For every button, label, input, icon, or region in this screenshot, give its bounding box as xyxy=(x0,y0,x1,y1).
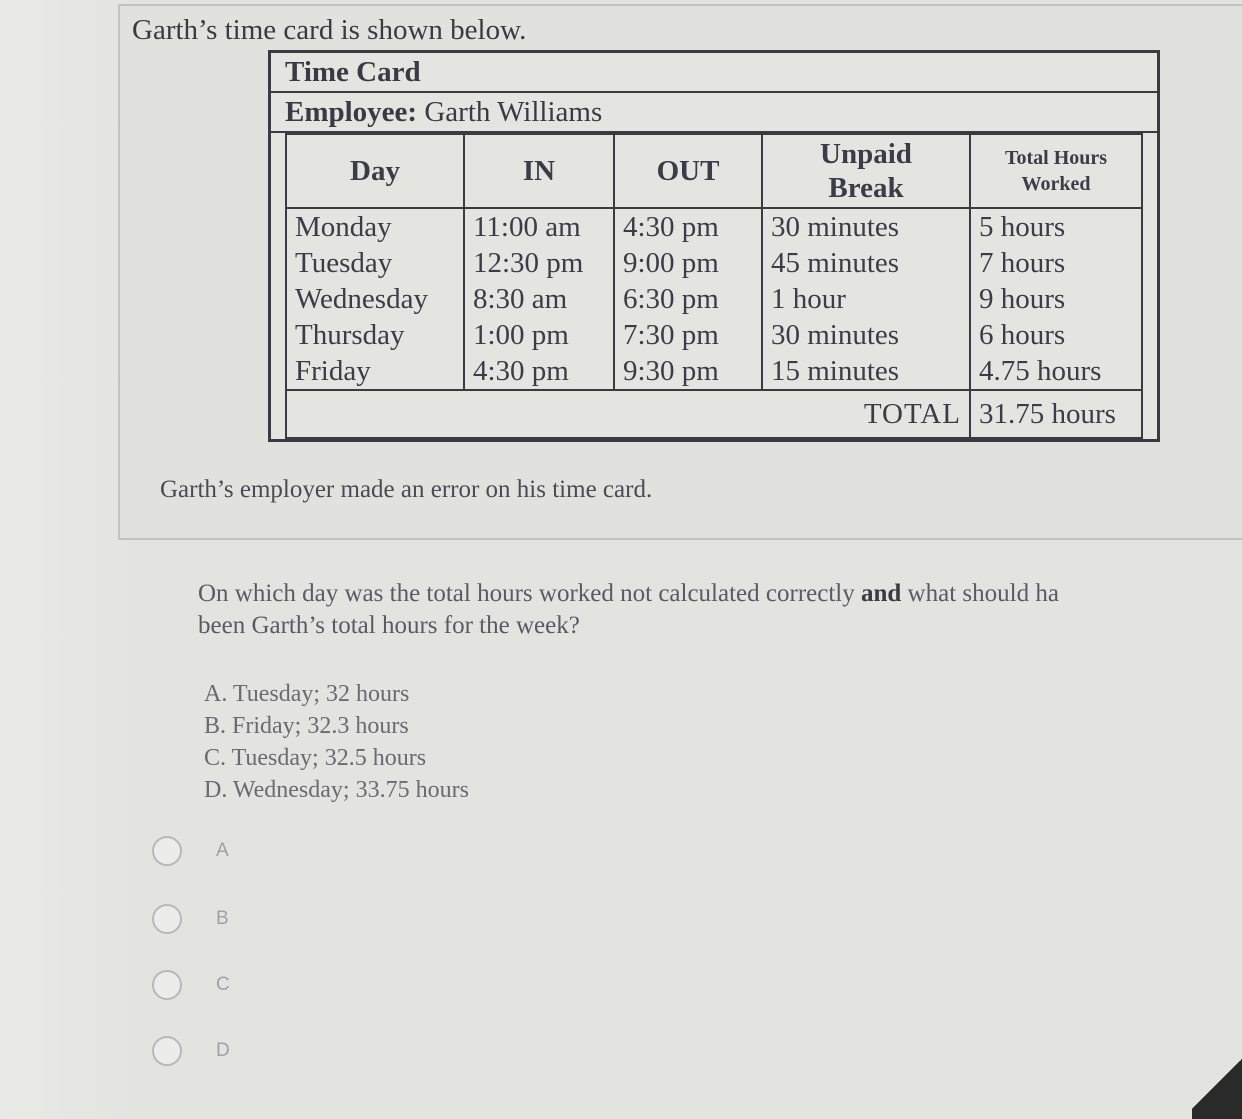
cell-break: 45 minutes xyxy=(762,245,970,281)
answer-option-b[interactable] xyxy=(152,904,272,940)
employee-name: Garth Williams xyxy=(424,96,603,128)
cell-out: 6:30 pm xyxy=(614,281,762,317)
total-value: 31.75 hours xyxy=(970,390,1142,438)
error-note: Garth’s employer made an error on his time card. xyxy=(160,476,653,503)
question-line1-b: what should ha xyxy=(901,580,1059,607)
time-card-title: Time Card xyxy=(271,53,1157,93)
cell-day: Monday xyxy=(286,208,464,245)
answer-label-b: B xyxy=(216,908,229,929)
header-unpaid-break xyxy=(762,134,970,208)
table-row xyxy=(286,281,1142,317)
cell-out: 9:00 pm xyxy=(614,245,762,281)
header-break-line1: Unpaid xyxy=(820,138,912,170)
table-row xyxy=(286,208,1142,245)
table-row xyxy=(286,353,1142,390)
time-card xyxy=(268,50,1160,442)
choice-a-text: A. Tuesday; 32 hours xyxy=(204,681,410,707)
table-header-row xyxy=(286,134,1142,208)
cell-break: 15 minutes xyxy=(762,353,970,390)
employee-label: Employee: xyxy=(285,96,418,128)
cell-day: Friday xyxy=(286,353,464,390)
radio-button-c[interactable] xyxy=(152,970,182,1000)
answer-label-a: A xyxy=(216,840,229,861)
header-break-line2: Break xyxy=(828,172,904,204)
answer-option-d[interactable] xyxy=(152,1036,272,1072)
cell-in: 1:00 pm xyxy=(464,317,614,353)
radio-button-b[interactable] xyxy=(152,904,182,934)
total-label: TOTAL xyxy=(286,390,970,438)
cell-out: 9:30 pm xyxy=(614,353,762,390)
header-day: Day xyxy=(286,134,464,208)
choice-b-text: B. Friday; 32.3 hours xyxy=(204,713,409,739)
radio-button-a[interactable] xyxy=(152,836,182,866)
header-total-hours xyxy=(970,134,1142,208)
radio-button-d[interactable] xyxy=(152,1036,182,1066)
header-out: OUT xyxy=(614,134,762,208)
cell-in: 11:00 am xyxy=(464,208,614,245)
corner-edge xyxy=(1192,1049,1242,1119)
left-margin xyxy=(0,0,130,1119)
choice-list xyxy=(204,678,469,806)
cell-total: 4.75 hours xyxy=(970,353,1142,390)
stimulus-intro: Garth’s time card is shown below. xyxy=(132,14,527,46)
time-card-employee xyxy=(271,93,1157,133)
cell-day: Tuesday xyxy=(286,245,464,281)
question-text xyxy=(198,578,1242,642)
table-row xyxy=(286,245,1142,281)
cell-total: 7 hours xyxy=(970,245,1142,281)
answer-label-d: D xyxy=(216,1040,230,1061)
cell-out: 4:30 pm xyxy=(614,208,762,245)
choice-d-text: D. Wednesday; 33.75 hours xyxy=(204,777,469,803)
cell-out: 7:30 pm xyxy=(614,317,762,353)
cell-total: 5 hours xyxy=(970,208,1142,245)
answer-option-a[interactable] xyxy=(152,836,272,872)
header-in: IN xyxy=(464,134,614,208)
cell-day: Thursday xyxy=(286,317,464,353)
answer-label-c: C xyxy=(216,974,230,995)
cell-total: 9 hours xyxy=(970,281,1142,317)
cell-total: 6 hours xyxy=(970,317,1142,353)
total-row xyxy=(286,390,1142,438)
time-card-table xyxy=(285,133,1143,439)
cell-in: 4:30 pm xyxy=(464,353,614,390)
question-line2: been Garth’s total hours for the week? xyxy=(198,612,580,639)
cell-break: 30 minutes xyxy=(762,317,970,353)
question-line1-bold: and xyxy=(860,580,902,607)
cell-break: 30 minutes xyxy=(762,208,970,245)
question-line1-a: On which day was the total hours worked not calculated correctly xyxy=(198,580,861,607)
header-total-line1: Total Hours xyxy=(1004,147,1108,169)
cell-in: 12:30 pm xyxy=(464,245,614,281)
header-total-line2: Worked xyxy=(1021,173,1091,195)
table-row xyxy=(286,317,1142,353)
cell-day: Wednesday xyxy=(286,281,464,317)
choice-c-text: C. Tuesday; 32.5 hours xyxy=(204,745,427,771)
answer-option-c[interactable] xyxy=(152,970,272,1006)
cell-in: 8:30 am xyxy=(464,281,614,317)
cell-break: 1 hour xyxy=(762,281,970,317)
